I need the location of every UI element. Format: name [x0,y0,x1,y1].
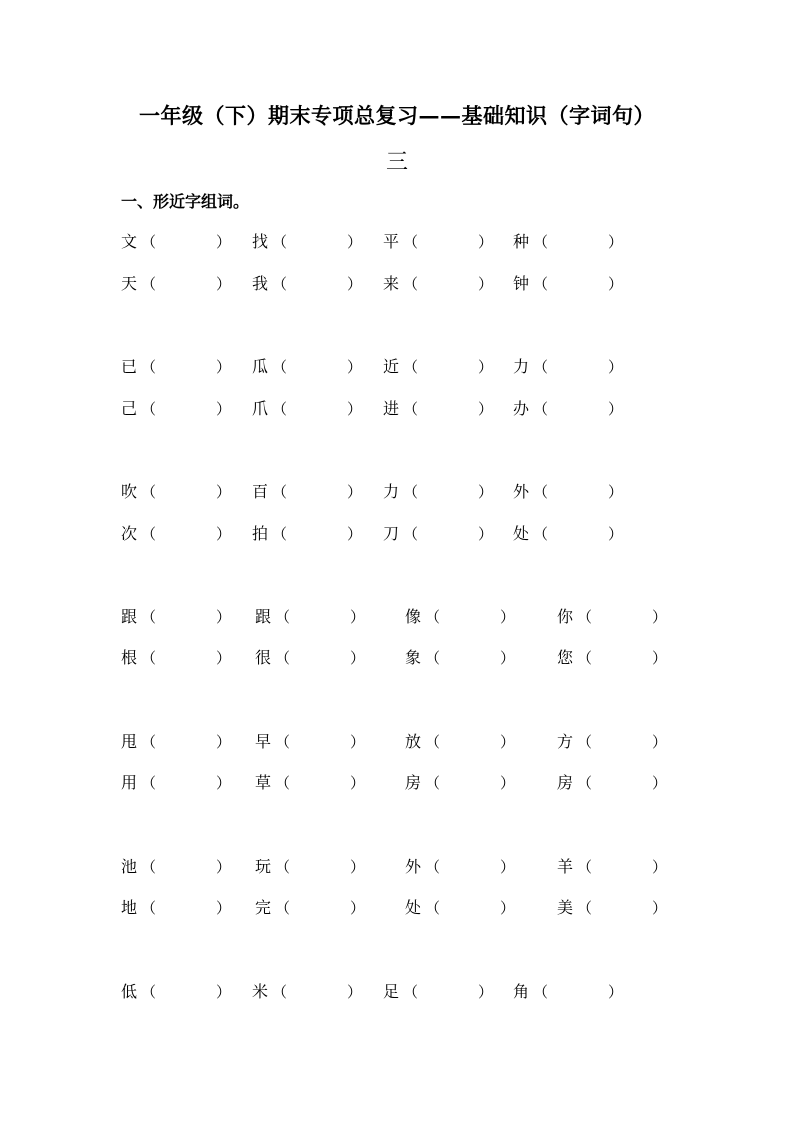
prompt-character: 力 [383,482,400,501]
section-heading: 一、形近字组词。 [121,192,250,211]
blank-open-paren[interactable]: （ [275,774,291,792]
blank-close-paren[interactable]: ） [478,983,494,1001]
prompt-character: 已 [121,357,138,376]
blank-open-paren[interactable]: （ [272,400,288,418]
blank-close-paren[interactable]: ） [216,649,232,667]
blank-close-paren[interactable]: ） [350,608,366,626]
prompt-character: 地 [121,898,138,917]
blank-close-paren[interactable]: ） [350,733,366,751]
blank-open-paren[interactable]: （ [272,983,288,1001]
exercise-row [0,854,794,880]
blank-close-paren[interactable]: ） [478,358,494,376]
blank-open-paren[interactable]: （ [141,233,157,251]
blank-open-paren[interactable]: （ [141,483,157,501]
blank-close-paren[interactable]: ） [608,358,624,376]
blank-close-paren[interactable]: ） [608,233,624,251]
prompt-character: 文 [121,232,138,251]
blank-close-paren[interactable]: ） [216,358,232,376]
prompt-character: 种 [513,232,530,251]
blank-close-paren[interactable]: ） [500,608,516,626]
blank-open-paren[interactable]: （ [272,233,288,251]
blank-open-paren[interactable]: （ [577,774,593,792]
blank-open-paren[interactable]: （ [272,483,288,501]
blank-open-paren[interactable]: （ [141,649,157,667]
blank-open-paren[interactable]: （ [533,983,549,1001]
prompt-character: 用 [121,773,138,792]
blank-close-paren[interactable]: ） [347,275,363,293]
exercise-row [0,645,794,671]
prompt-character: 甩 [121,732,138,751]
blank-close-paren[interactable]: ） [347,983,363,1001]
prompt-character: 近 [383,357,400,376]
page-subtitle: 三 [385,150,408,175]
exercise-row [0,271,794,297]
prompt-character: 跟 [121,607,138,626]
blank-close-paren[interactable]: ） [347,525,363,543]
exercise-row [0,521,794,547]
blank-open-paren[interactable]: （ [403,525,419,543]
prompt-character: 外 [405,857,422,876]
blank-close-paren[interactable]: ） [347,400,363,418]
blank-open-paren[interactable]: （ [141,899,157,917]
exercise-row [0,396,794,422]
blank-open-paren[interactable]: （ [577,649,593,667]
prompt-character: 房 [405,773,422,792]
blank-open-paren[interactable]: （ [533,275,549,293]
blank-close-paren[interactable]: ） [216,275,232,293]
exercise-row [0,729,794,755]
blank-close-paren[interactable]: ） [347,483,363,501]
prompt-character: 瓜 [252,357,269,376]
blank-open-paren[interactable]: （ [272,525,288,543]
blank-open-paren[interactable]: （ [533,525,549,543]
page-title: 一年级（下）期末专项总复习——基础知识（字词句） [139,103,655,128]
blank-close-paren[interactable]: ） [652,608,668,626]
blank-close-paren[interactable]: ） [652,733,668,751]
blank-open-paren[interactable]: （ [577,858,593,876]
prompt-character: 象 [405,648,422,667]
prompt-character: 池 [121,857,138,876]
blank-close-paren[interactable]: ） [350,774,366,792]
blank-open-paren[interactable]: （ [275,858,291,876]
prompt-character: 找 [252,232,269,251]
prompt-character: 办 [513,399,530,418]
blank-close-paren[interactable]: ） [478,525,494,543]
blank-close-paren[interactable]: ） [350,649,366,667]
blank-open-paren[interactable]: （ [403,983,419,1001]
blank-close-paren[interactable]: ） [500,774,516,792]
blank-open-paren[interactable]: （ [425,733,441,751]
blank-open-paren[interactable]: （ [577,733,593,751]
blank-open-paren[interactable]: （ [577,608,593,626]
prompt-character: 次 [121,524,138,543]
blank-open-paren[interactable]: （ [533,400,549,418]
prompt-character: 美 [557,898,574,917]
blank-open-paren[interactable]: （ [141,275,157,293]
blank-open-paren[interactable]: （ [141,400,157,418]
blank-open-paren[interactable]: （ [425,858,441,876]
blank-open-paren[interactable]: （ [425,649,441,667]
prompt-character: 进 [383,399,400,418]
prompt-character: 米 [252,982,269,1001]
prompt-character: 己 [121,399,138,418]
blank-close-paren[interactable]: ） [216,233,232,251]
prompt-character: 钟 [513,274,530,293]
exercise-row [0,895,794,921]
prompt-character: 吹 [121,482,138,501]
blank-open-paren[interactable]: （ [141,608,157,626]
prompt-character: 力 [513,357,530,376]
blank-close-paren[interactable]: ） [478,233,494,251]
blank-close-paren[interactable]: ） [216,774,232,792]
prompt-character: 草 [255,773,272,792]
prompt-character: 天 [121,274,138,293]
prompt-character: 你 [557,607,574,626]
blank-close-paren[interactable]: ） [652,899,668,917]
blank-close-paren[interactable]: ） [478,483,494,501]
blank-close-paren[interactable]: ） [216,858,232,876]
exercise-row [0,770,794,796]
prompt-character: 您 [557,648,574,667]
prompt-character: 平 [383,232,400,251]
blank-open-paren[interactable]: （ [533,483,549,501]
prompt-character: 玩 [255,857,272,876]
blank-close-paren[interactable]: ） [347,358,363,376]
blank-close-paren[interactable]: ） [216,400,232,418]
blank-open-paren[interactable]: （ [577,899,593,917]
prompt-character: 刀 [383,524,400,543]
blank-open-paren[interactable]: （ [275,899,291,917]
blank-close-paren[interactable]: ） [216,608,232,626]
exercise-row [0,479,794,505]
blank-close-paren[interactable]: ） [216,483,232,501]
prompt-character: 爪 [252,399,269,418]
blank-open-paren[interactable]: （ [272,358,288,376]
blank-close-paren[interactable]: ） [652,774,668,792]
blank-close-paren[interactable]: ） [608,275,624,293]
blank-open-paren[interactable]: （ [141,858,157,876]
blank-close-paren[interactable]: ） [216,733,232,751]
blank-open-paren[interactable]: （ [403,483,419,501]
blank-open-paren[interactable]: （ [403,358,419,376]
blank-open-paren[interactable]: （ [403,275,419,293]
blank-close-paren[interactable]: ） [216,525,232,543]
blank-open-paren[interactable]: （ [141,525,157,543]
blank-close-paren[interactable]: ） [216,983,232,1001]
prompt-character: 我 [252,274,269,293]
blank-close-paren[interactable]: ） [500,733,516,751]
blank-close-paren[interactable]: ） [350,899,366,917]
blank-close-paren[interactable]: ） [478,275,494,293]
prompt-character: 角 [513,982,530,1001]
blank-close-paren[interactable]: ） [608,525,624,543]
blank-close-paren[interactable]: ） [216,899,232,917]
blank-open-paren[interactable]: （ [425,608,441,626]
prompt-character: 来 [383,274,400,293]
blank-open-paren[interactable]: （ [275,649,291,667]
exercise-row [0,229,794,255]
prompt-character: 拍 [252,524,269,543]
blank-close-paren[interactable]: ） [608,400,624,418]
blank-open-paren[interactable]: （ [141,733,157,751]
blank-open-paren[interactable]: （ [403,233,419,251]
blank-open-paren[interactable]: （ [141,774,157,792]
blank-close-paren[interactable]: ） [478,400,494,418]
blank-open-paren[interactable]: （ [403,400,419,418]
exercise-row [0,979,794,1005]
prompt-character: 像 [405,607,422,626]
blank-close-paren[interactable]: ） [652,858,668,876]
blank-open-paren[interactable]: （ [533,358,549,376]
prompt-character: 外 [513,482,530,501]
blank-open-paren[interactable]: （ [141,983,157,1001]
blank-open-paren[interactable]: （ [275,608,291,626]
prompt-character: 足 [383,982,400,1001]
prompt-character: 百 [252,482,269,501]
blank-open-paren[interactable]: （ [425,774,441,792]
prompt-character: 跟 [255,607,272,626]
prompt-character: 完 [255,898,272,917]
prompt-character: 低 [121,982,138,1001]
exercise-row [0,604,794,630]
blank-close-paren[interactable]: ） [608,483,624,501]
prompt-character: 羊 [557,857,574,876]
prompt-character: 处 [513,524,530,543]
blank-close-paren[interactable]: ） [500,858,516,876]
blank-open-paren[interactable]: （ [272,275,288,293]
prompt-character: 根 [121,648,138,667]
prompt-character: 方 [557,732,574,751]
exercise-row [0,354,794,380]
blank-open-paren[interactable]: （ [533,233,549,251]
prompt-character: 放 [405,732,422,751]
blank-open-paren[interactable]: （ [275,733,291,751]
blank-close-paren[interactable]: ） [347,233,363,251]
prompt-character: 很 [255,648,272,667]
blank-close-paren[interactable]: ） [500,649,516,667]
prompt-character: 房 [557,773,574,792]
prompt-character: 早 [255,732,272,751]
blank-close-paren[interactable]: ） [652,649,668,667]
blank-close-paren[interactable]: ） [500,899,516,917]
blank-open-paren[interactable]: （ [141,358,157,376]
blank-close-paren[interactable]: ） [350,858,366,876]
blank-open-paren[interactable]: （ [425,899,441,917]
blank-close-paren[interactable]: ） [608,983,624,1001]
prompt-character: 处 [405,898,422,917]
